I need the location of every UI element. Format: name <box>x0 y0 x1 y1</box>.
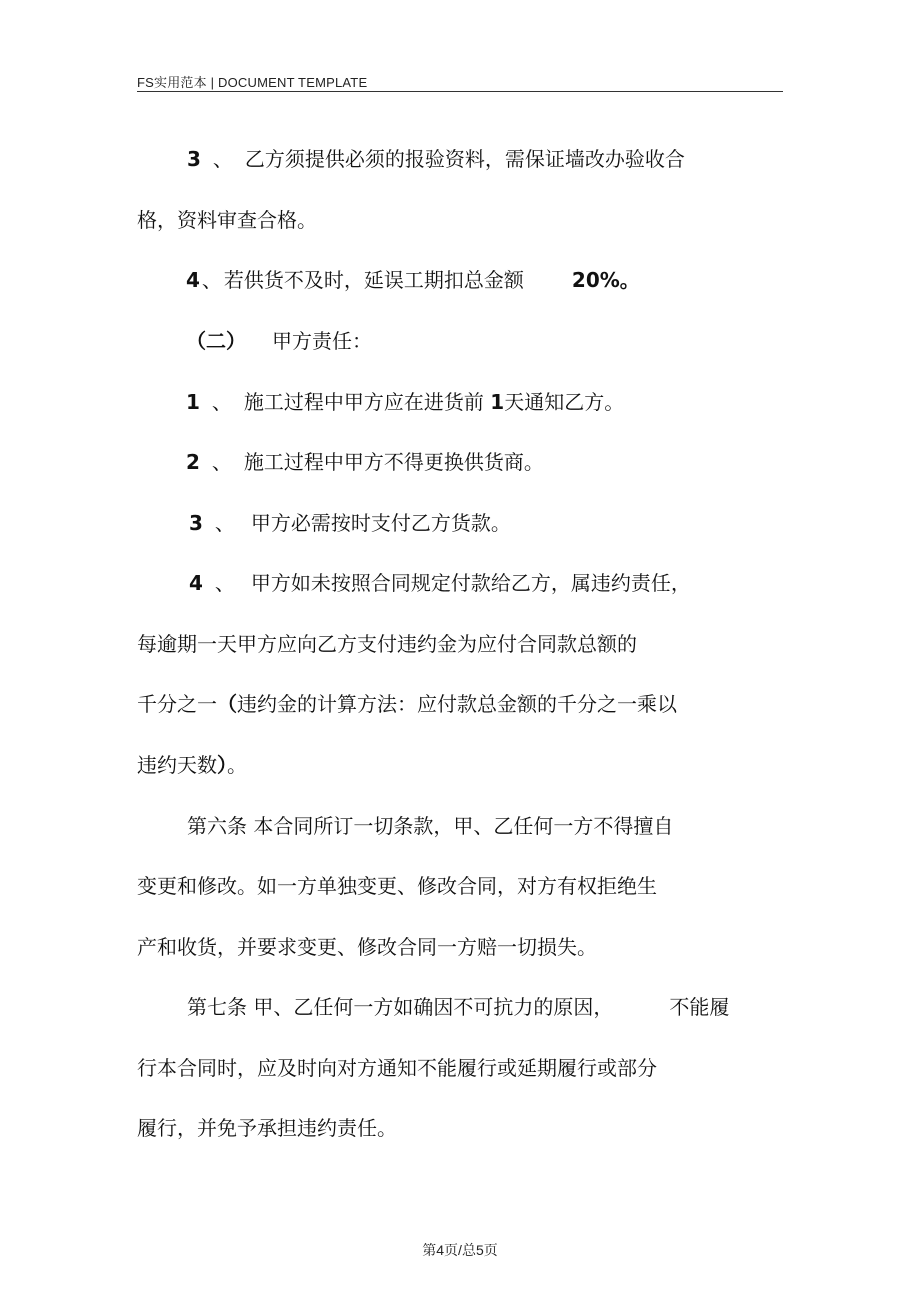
text-part: 不能履 <box>669 995 730 1019</box>
item-text: 施工过程中甲方不得更换供货商。 <box>243 450 544 474</box>
text-part: 违约金的计算方法：应付款总金额的千分之一乘以 <box>237 692 677 716</box>
close-paren: ） <box>217 753 227 777</box>
paragraph-line: 产和收货，并要求变更、修改合同一方赔一切损失。 <box>137 935 597 959</box>
section-heading-party-a <box>186 329 372 353</box>
item-number: 4 <box>189 571 203 595</box>
paragraph-line: 行本合同时，应及时向对方通知不能履行或延期履行或部分 <box>137 1056 657 1080</box>
item-number: 3 <box>187 147 201 171</box>
item-separator: 、 <box>214 511 235 535</box>
text-part: 第七条 甲、乙任何一方如确因不可抗力的原因， <box>187 995 614 1019</box>
item-text: 乙方须提供必须的报验资料，需保证墙改办验收合 <box>244 147 685 171</box>
header-divider <box>137 91 783 92</box>
text-part: 。 <box>227 753 247 777</box>
item-separator: 、 <box>212 147 233 171</box>
item-number: 4 <box>186 268 200 292</box>
item-separator: 、 <box>211 390 232 414</box>
clause-line-a4 <box>189 571 691 595</box>
article-seven-line <box>187 995 729 1019</box>
penalty-percent: 20%。 <box>571 268 640 292</box>
item-text: 甲方如未按照合同规定付款给乙方，属违约责任， <box>250 571 691 595</box>
page-header: FS实用范本 | DOCUMENT TEMPLATE <box>137 75 368 90</box>
item-text: 施工过程中甲方应在进货前 <box>243 390 491 414</box>
text-part: 违约天数 <box>137 753 217 777</box>
paragraph-line: 变更和修改。如一方单独变更、修改合同，对方有权拒绝生 <box>137 874 657 898</box>
clause-line-a1 <box>186 390 624 414</box>
text-part: 千分之一 <box>137 692 217 716</box>
item-text: 甲方必需按时支付乙方货款。 <box>250 511 511 535</box>
paragraph-line <box>137 692 677 716</box>
article-six-line: 第六条 本合同所订一切条款，甲、乙任何一方不得擅自 <box>187 814 674 838</box>
notice-days: 1 <box>490 390 505 414</box>
open-paren: （ <box>217 692 237 716</box>
item-text: 若供货不及时，延误工期扣总金额 <box>223 268 524 292</box>
item-text-tail: 天通知乙方。 <box>504 390 625 414</box>
section-number: （二） <box>186 329 246 353</box>
clause-line-b3 <box>187 147 685 171</box>
item-separator: 、 <box>211 450 232 474</box>
paragraph-line: 格，资料审查合格。 <box>137 208 317 232</box>
item-number: 3 <box>189 511 203 535</box>
paragraph-line: 每逾期一天甲方应向乙方支付违约金为应付合同款总额的 <box>137 632 637 656</box>
paragraph-line: 履行，并免予承担违约责任。 <box>137 1116 397 1140</box>
item-number: 1 <box>186 390 200 414</box>
item-separator: 、 <box>201 268 222 292</box>
paragraph-line <box>137 753 247 777</box>
section-title: 甲方责任： <box>272 329 372 353</box>
item-number: 2 <box>186 450 200 474</box>
clause-line-a2 <box>186 450 544 474</box>
page-footer: 第4页/总5页 <box>422 1242 498 1258</box>
clause-line-a3 <box>189 511 511 535</box>
clause-line-b4 <box>186 268 640 292</box>
item-separator: 、 <box>214 571 235 595</box>
